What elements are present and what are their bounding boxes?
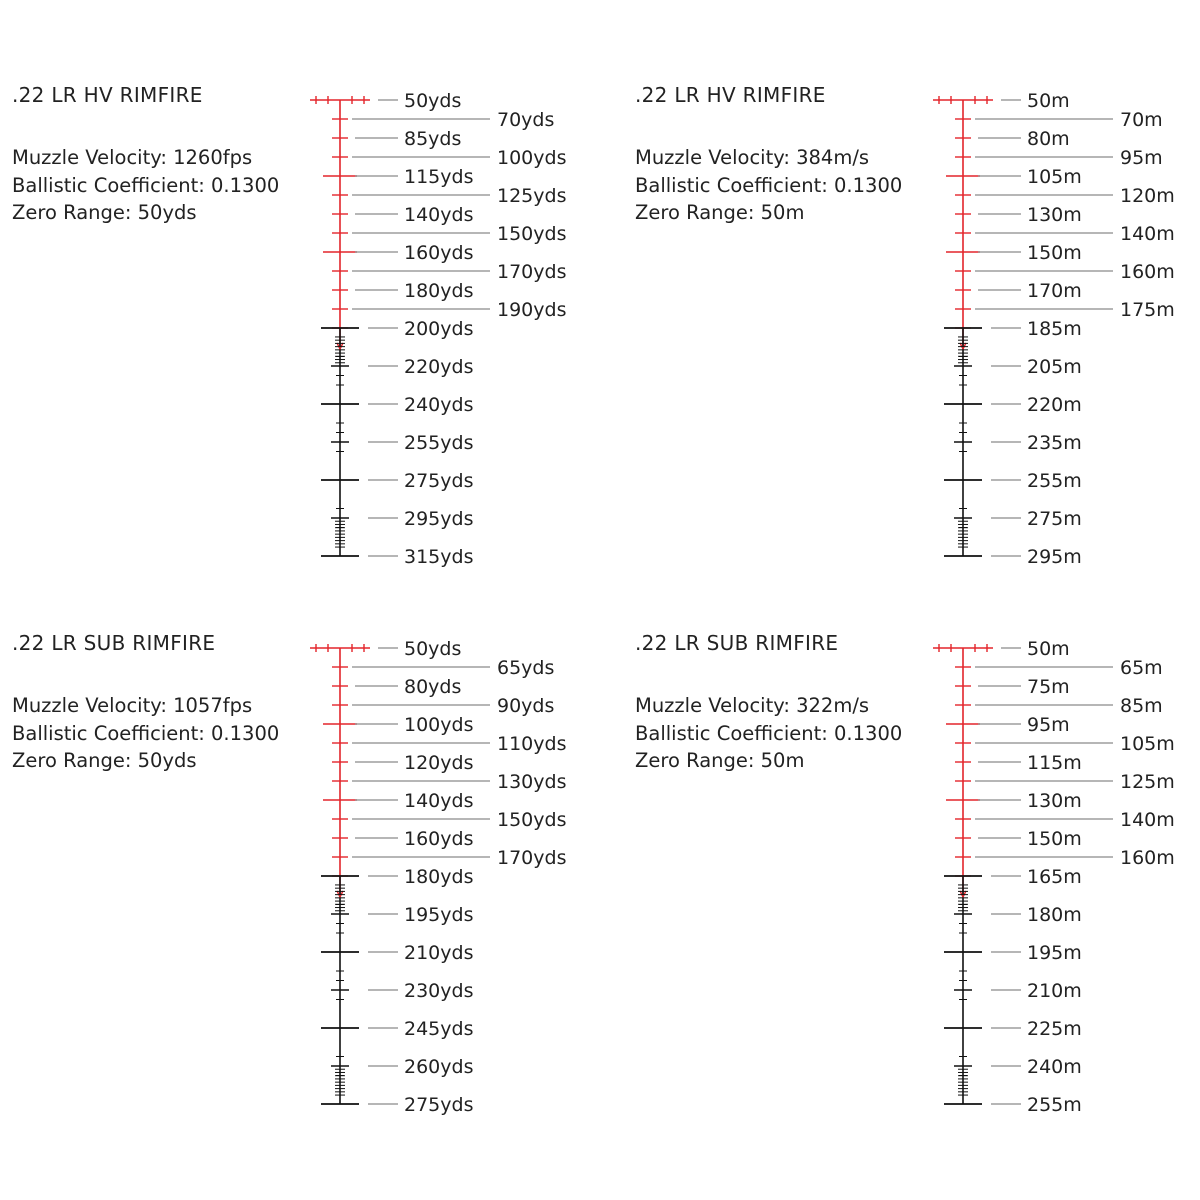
range-label: 245yds [404,1018,474,1040]
range-label: 275m [1027,508,1082,530]
ammo-title: .22 LR HV RIMFIRE [635,83,826,107]
ballistic-coefficient: Ballistic Coefficient: 0.1300 [635,721,903,745]
ammo-title: .22 LR SUB RIMFIRE [635,631,839,655]
range-label: 255m [1027,1094,1082,1116]
range-label: 295yds [404,508,474,530]
bdc-reticle-diagram [623,548,1200,1148]
bdc-reticle-diagram [0,0,600,600]
range-label: 170yds [497,847,567,869]
range-label: 70yds [497,109,555,131]
zero-range: Zero Range: 50m [635,201,805,224]
range-label: 90yds [497,695,555,717]
range-label: 195m [1027,942,1082,964]
ballistic-coefficient: Ballistic Coefficient: 0.1300 [12,173,280,197]
range-label: 255yds [404,432,474,454]
range-label: 80yds [404,676,462,698]
range-label: 180yds [404,280,474,302]
range-label: 150m [1027,828,1082,850]
range-label: 225m [1027,1018,1082,1040]
range-label: 150yds [497,809,567,831]
range-label: 150m [1027,242,1082,264]
range-label: 50yds [404,638,462,660]
bdc-reticle-diagram [623,0,1200,600]
ammo-title: .22 LR HV RIMFIRE [12,83,203,107]
range-label: 160yds [404,242,474,264]
range-label: 275yds [404,1094,474,1116]
range-label: 65yds [497,657,555,679]
range-label: 50m [1027,90,1070,112]
range-label: 85yds [404,128,462,150]
muzzle-velocity: Muzzle Velocity: 1260fps [12,146,253,169]
range-label: 210yds [404,942,474,964]
range-label: 295m [1027,546,1082,568]
range-label: 130m [1027,204,1082,226]
range-label: 95m [1120,147,1163,169]
hv-yards-panel [0,0,600,568]
range-label: 175m [1120,299,1175,321]
range-label: 75m [1027,676,1070,698]
range-label: 120m [1120,185,1175,207]
zero-range: Zero Range: 50yds [12,749,197,772]
range-label: 105m [1027,166,1082,188]
range-label: 140m [1120,223,1175,245]
range-label: 140yds [404,790,474,812]
range-label: 125yds [497,185,567,207]
ammo-title: .22 LR SUB RIMFIRE [12,631,216,655]
zero-range: Zero Range: 50m [635,749,805,772]
range-label: 165m [1027,866,1082,888]
range-label: 200yds [404,318,474,340]
range-label: 205m [1027,356,1082,378]
range-label: 235m [1027,432,1082,454]
range-label: 160m [1120,261,1175,283]
range-label: 180m [1027,904,1082,926]
range-label: 140m [1120,809,1175,831]
range-label: 50m [1027,638,1070,660]
range-label: 315yds [404,546,474,568]
range-label: 100yds [497,147,567,169]
range-label: 140yds [404,204,474,226]
bdc-reticle-diagram [0,548,600,1148]
range-label: 220yds [404,356,474,378]
range-label: 85m [1120,695,1163,717]
range-label: 195yds [404,904,474,926]
zero-range: Zero Range: 50yds [12,201,197,224]
range-label: 150yds [497,223,567,245]
range-label: 95m [1027,714,1070,736]
range-label: 185m [1027,318,1082,340]
range-label: 240m [1027,1056,1082,1078]
range-label: 115yds [404,166,474,188]
range-label: 70m [1120,109,1163,131]
sub-meters-panel [623,548,1200,1116]
range-label: 260yds [404,1056,474,1078]
range-label: 65m [1120,657,1163,679]
range-label: 170yds [497,261,567,283]
range-label: 125m [1120,771,1175,793]
range-label: 170m [1027,280,1082,302]
muzzle-velocity: Muzzle Velocity: 322m/s [635,694,870,717]
range-label: 160yds [404,828,474,850]
range-label: 110yds [497,733,567,755]
range-label: 275yds [404,470,474,492]
range-label: 100yds [404,714,474,736]
range-label: 130yds [497,771,567,793]
sub-yards-panel [0,548,600,1116]
range-label: 255m [1027,470,1082,492]
range-label: 50yds [404,90,462,112]
range-label: 120yds [404,752,474,774]
range-label: 230yds [404,980,474,1002]
range-label: 130m [1027,790,1082,812]
range-label: 160m [1120,847,1175,869]
range-label: 210m [1027,980,1082,1002]
range-label: 240yds [404,394,474,416]
range-label: 190yds [497,299,567,321]
range-label: 115m [1027,752,1082,774]
range-label: 105m [1120,733,1175,755]
range-label: 220m [1027,394,1082,416]
range-label: 80m [1027,128,1070,150]
range-label: 180yds [404,866,474,888]
muzzle-velocity: Muzzle Velocity: 1057fps [12,694,253,717]
ballistic-coefficient: Ballistic Coefficient: 0.1300 [635,173,903,197]
hv-meters-panel [623,0,1200,568]
ballistic-coefficient: Ballistic Coefficient: 0.1300 [12,721,280,745]
muzzle-velocity: Muzzle Velocity: 384m/s [635,146,870,169]
